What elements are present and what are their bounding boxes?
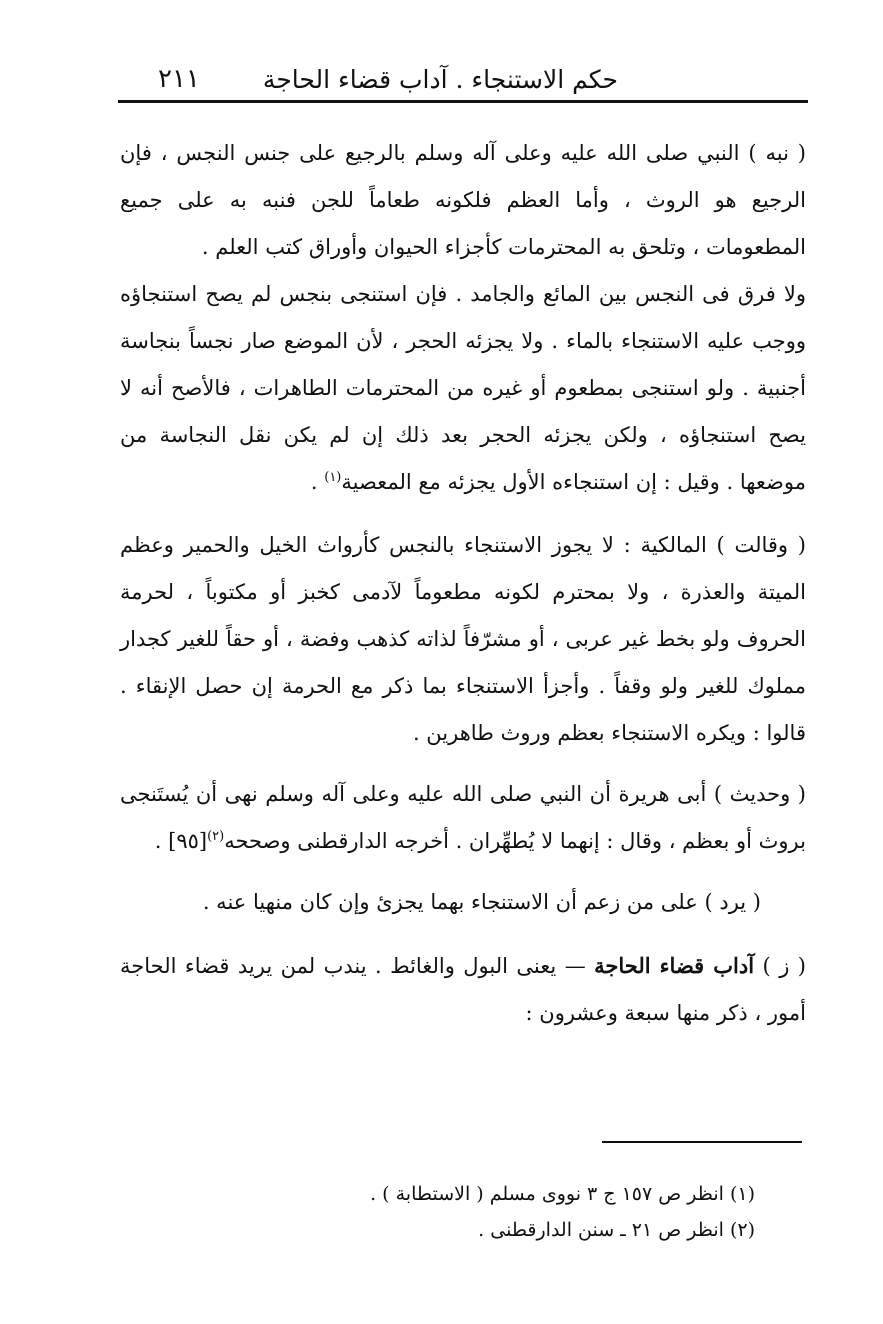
paragraph-4-end: [٩٥] . bbox=[154, 829, 208, 853]
paragraph-1: ( نبه ) النبي صلى الله عليه وعلى آله وسلم بالرجيع على جنس النجس ، فإن الرجيع هو الروث ، وأما العظم فلكونه طعاماً للجن فنبه به على جميع المطعومات ، وتلحق به المحترمات كأجزاء الحيوان وأوراق كتب العلم . bbox=[120, 141, 806, 259]
footnote-ref-1: (١) bbox=[324, 470, 342, 485]
running-title: حكم الاستنجاء . آداب قضاء الحاجة bbox=[262, 65, 618, 94]
paragraph-4 bbox=[120, 771, 806, 865]
footnote-2: (٢) انظر ص ٢١ ـ سنن الدارقطنى . bbox=[478, 1219, 755, 1241]
page-number: ٢١١ bbox=[158, 64, 200, 94]
paragraph-gap bbox=[120, 506, 806, 522]
footnote-ref-2: (٢) bbox=[207, 829, 225, 844]
page-header bbox=[118, 50, 808, 94]
paragraph-5: ( يرد ) على من زعم أن الاستنجاء بهما يجزئ وإن كان منهيا عنه . bbox=[202, 890, 761, 914]
paragraph-gap bbox=[120, 926, 806, 942]
footnote-1: (١) انظر ص ١٥٧ ج ٣ نووى مسلم ( الاستطابة ) . bbox=[370, 1183, 755, 1205]
section-heading: آداب قضاء الحاجة bbox=[594, 953, 755, 978]
paragraph-6-text: — يعنى البول والغائط . يندب لمن يريد قضاء الحاجة أمور ، ذكر منها سبعة وعشرون : bbox=[120, 954, 806, 1025]
paragraph-gap bbox=[120, 757, 806, 771]
header-rule bbox=[118, 100, 808, 103]
paragraph-6 bbox=[120, 942, 806, 1037]
footnotes bbox=[370, 1176, 755, 1248]
body-text bbox=[120, 130, 806, 1037]
footnote-rule bbox=[602, 1141, 802, 1143]
paragraph-3: ( وقالت ) المالكية : لا يجوز الاستنجاء بالنجس كأرواث الخيل والحمير وعظم الميتة والعذرة ، ولا بمحترم لكونه مطعوماً لآدمى كخبز أو مكتوباً ، لحرمة الحروف ولو بخط غير عربى ، أو مشرّفاً لذاته كذهب وفضة ، أو حقاً للغير كجدار مملوك للغير ولو وقفاً . وأجزأ الاستنجاء بما ذكر مع الحرمة إن حصل الإنقاء . قالوا : ويكره الاستنجاء بعظم وروث طاهرين . bbox=[120, 533, 806, 745]
paragraph-4-text: ( وحديث ) أبى هريرة أن النبي صلى الله عليه وعلى آله وسلم نهى أن يُستَنجى بروث أو بعظم ، وقال : إنهما لا يُطهِّران . أخرجه الدارقطنى وصححه bbox=[120, 782, 806, 853]
paragraph-2-text: ولا فرق فى النجس بين المائع والجامد . فإن استنجى بنجس لم يصح استنجاؤه ووجب عليه الاستنجاء بالماء . ولا يجزئه الحجر ، لأن الموضع صار نجساً بنجاسة أجنبية . ولو استنجى بمطعوم أو غيره من المحترمات الطاهرات ، فالأصح أنه لا يصح استنجاؤه ، ولكن يجزئه الحجر بعد ذلك إن لم يكن نقل النجاسة من موضعها . وقيل : إن استنجاءه الأول يجزئه مع المعصية bbox=[120, 282, 806, 494]
paragraph-2-end: . bbox=[310, 470, 325, 494]
paragraph-gap bbox=[120, 865, 806, 879]
paragraph-6-lead: ( ز ) bbox=[754, 954, 806, 978]
paragraph-2 bbox=[120, 271, 806, 506]
